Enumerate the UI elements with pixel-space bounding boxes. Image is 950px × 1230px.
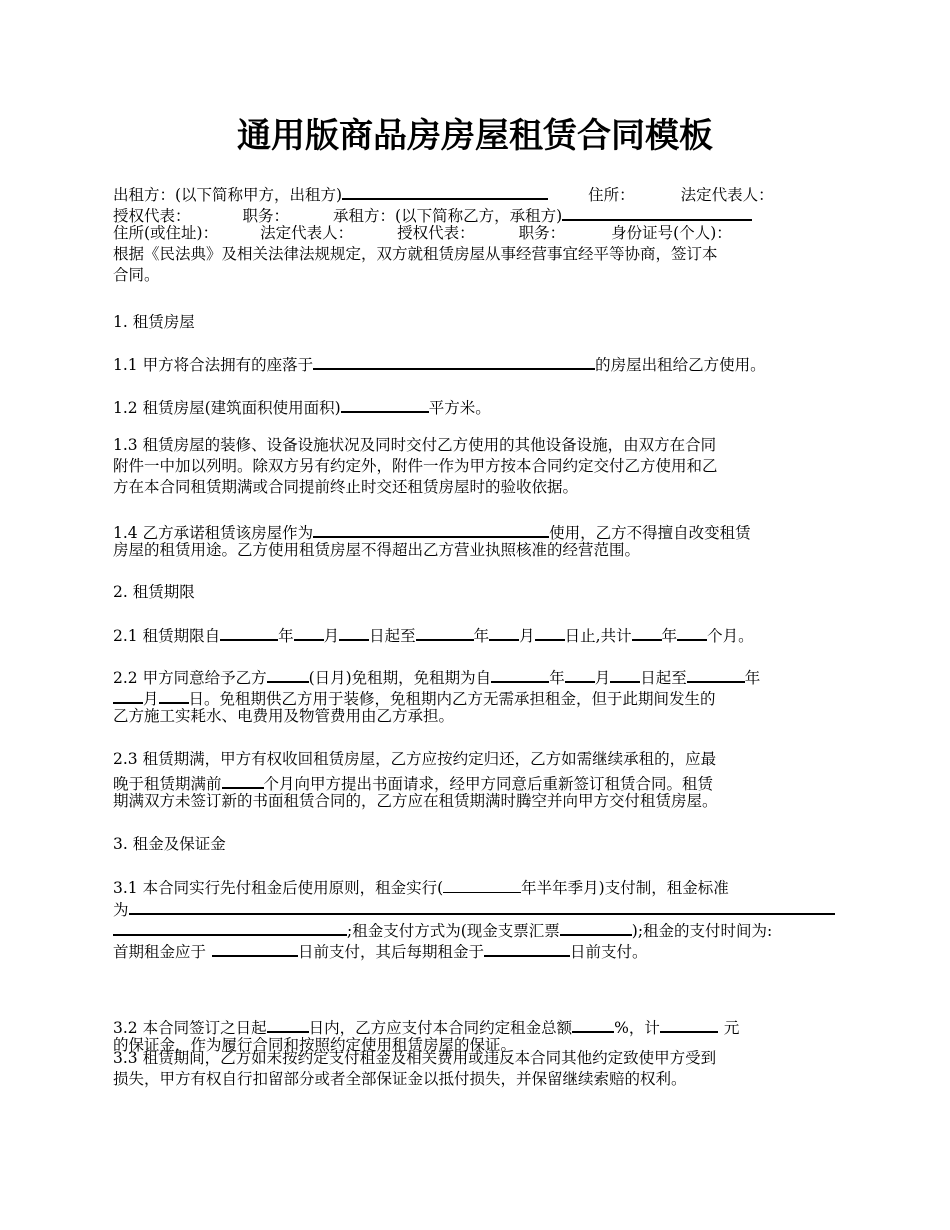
- clause-3-2-mid: 日内，乙方应支付本合同约定租金总额: [308, 1019, 573, 1037]
- clause-3-1-line-4: [113, 938, 841, 959]
- preamble-line-2: 合同。: [113, 266, 160, 284]
- clause-3-2-text: 3.2 本合同签订之日起: [113, 1019, 267, 1037]
- clause-1-4: [113, 519, 841, 561]
- clause-1-3-line-2: 附件一中加以列明。除双方另有约定外，附件一作为甲方按本合同约定交付乙方使用和乙: [113, 457, 718, 475]
- clause-3-3-line-1: 3.3 租赁期间，乙方如未按约定支付租金及相关费用或违反本合同其他约定致使甲方受到: [113, 1049, 717, 1067]
- document-title: 通用版商品房房屋租赁合同模板: [237, 116, 713, 156]
- clause-3-2-line-2: 的保证金，作为履行合同和按照约定使用租赁房屋的保证。: [113, 1036, 517, 1054]
- free-start-year-blank[interactable]: [491, 664, 549, 683]
- clause-3-2-line-1: [113, 1014, 841, 1035]
- subsequent-rent-date-blank[interactable]: [484, 938, 570, 957]
- percent-label: %，计: [614, 1019, 660, 1037]
- first-rent-label: 首期租金应于: [113, 943, 207, 961]
- lessor-title-label: 职务：: [242, 207, 290, 225]
- notice-months-blank[interactable]: [222, 770, 264, 789]
- clause-1-2-tail: 平方米。: [428, 399, 491, 417]
- lessor-label: 出租方：(以下简称甲方，出租方): [113, 186, 343, 204]
- clause-2-3-text: 晚于租赁期满前: [113, 775, 222, 793]
- clause-3-1-line-1: [113, 875, 841, 896]
- clause-2-2-line-1: [113, 664, 841, 685]
- start-month-blank[interactable]: [294, 622, 324, 641]
- rent-standard-prefix: 为: [113, 901, 129, 919]
- clause-2-2-tail: 日。免租期供乙方用于装修，免租期内乙方无需承担租金，但于此期间发生的: [188, 690, 716, 708]
- first-rent-date-blank[interactable]: [212, 938, 298, 957]
- clause-2-2-text: 2.2 甲方同意给予乙方: [113, 669, 267, 687]
- clause-1-2: [113, 394, 841, 415]
- year-label: 年: [278, 627, 294, 645]
- total-years-blank[interactable]: [632, 622, 662, 641]
- month-label: 月: [519, 627, 535, 645]
- day-end-label: 日止,共计: [564, 627, 632, 645]
- start-day-blank[interactable]: [339, 622, 369, 641]
- lessor-blank[interactable]: [342, 181, 548, 200]
- end-month-blank[interactable]: [489, 622, 519, 641]
- clause-1-4-text: 1.4 乙方承诺租赁该房屋作为: [113, 524, 314, 542]
- section-1-heading: 1. 租赁房屋: [113, 313, 195, 331]
- clause-3-1-line-2: [113, 896, 841, 917]
- clause-3-1: [113, 875, 841, 959]
- months-label: 个月。: [707, 627, 754, 645]
- clause-1-2-text: 1.2 租赁房屋(建筑面积使用面积): [113, 399, 341, 417]
- deposit-days-blank[interactable]: [267, 1014, 309, 1033]
- month-label: 月: [323, 627, 340, 645]
- month-label: 月: [143, 690, 159, 708]
- end-day-blank[interactable]: [535, 622, 565, 641]
- clause-3-1-line-3: [113, 917, 841, 938]
- lessor-address-label: 住所：: [588, 186, 635, 204]
- year-label: 年: [549, 669, 565, 687]
- year-label: 年: [661, 627, 678, 645]
- usage-blank[interactable]: [313, 519, 549, 538]
- deposit-percent-blank[interactable]: [572, 1014, 614, 1033]
- clause-1-1-text: 1.1 甲方将合法拥有的座落于: [113, 356, 314, 374]
- clause-2-1-text: 2.1 租赁期限自: [113, 627, 221, 645]
- lessee-address-label: 住所(或住址)：: [113, 224, 219, 242]
- lessee-blank[interactable]: [562, 202, 752, 221]
- payment-method-blank[interactable]: [560, 917, 632, 936]
- day-to-label: 日起至: [640, 669, 687, 687]
- clause-3-3-text: [113, 1048, 841, 1090]
- lessor-auth-rep-label: 授权代表：: [113, 207, 191, 225]
- property-location-blank[interactable]: [313, 351, 595, 370]
- payment-cycle-blank[interactable]: [443, 875, 521, 893]
- free-end-month-blank[interactable]: [113, 685, 143, 704]
- subsequent-rent-label: 日前支付，其后每期租金于: [298, 943, 485, 961]
- end-year-blank[interactable]: [416, 622, 474, 641]
- month-label: 月: [594, 669, 611, 687]
- deposit-amount-blank[interactable]: [660, 1014, 718, 1033]
- clause-2-1: [113, 622, 841, 643]
- clause-1-1-tail: 的房屋出租给乙方使用。: [595, 356, 766, 374]
- lessee-title-label: 职务：: [518, 224, 566, 242]
- parties-block: [113, 181, 841, 286]
- section-3-heading: 3. 租金及保证金: [113, 835, 226, 853]
- lessee-auth-rep-label: 授权代表：: [397, 224, 475, 242]
- free-end-day-blank[interactable]: [159, 685, 189, 704]
- clause-2-2-mid: (日月)免租期，免租期为自: [308, 669, 492, 687]
- year-label: 年: [473, 627, 490, 645]
- clause-2-3: [113, 749, 841, 812]
- lessee-info-line: [113, 223, 841, 244]
- clause-2-3-tail: 个月向甲方提出书面请求，经甲方同意后重新签订租赁合同。租赁: [263, 775, 714, 793]
- free-start-day-blank[interactable]: [610, 664, 640, 683]
- clause-1-4-line-2: 房屋的租赁用途。乙方使用租赁房屋不得超出乙方营业执照核准的经营范围。: [113, 541, 641, 559]
- clause-2-3-line-1: 2.3 租赁期满，甲方有权收回租赁房屋，乙方应按约定归还，乙方如需继续承租的，应最: [113, 750, 717, 768]
- rent-standard-blank[interactable]: [129, 896, 835, 915]
- lessor-line: [113, 181, 841, 202]
- preamble-line-1: 根据《民法典》及相关法律法规规定，双方就租赁房屋从事经营事宜经平等协商，签订本: [113, 245, 718, 263]
- clause-1-4-line-1: [113, 519, 841, 540]
- free-start-month-blank[interactable]: [565, 664, 595, 683]
- clause-2-2-line-3: 乙方施工实耗水、电费用及物管费用由乙方承担。: [113, 707, 455, 725]
- lessee-legal-rep-label: 法定代表人：: [260, 224, 354, 242]
- lessee-id-label: 身份证号(个人)：: [611, 224, 732, 242]
- clause-2-3-line-2: [113, 770, 841, 791]
- clause-3-3-line-2: 损失，甲方有权自行扣留部分或者全部保证金以抵付损失，并保留继续索赔的权利。: [113, 1070, 687, 1088]
- clause-3-1-text: 3.1 本合同实行先付租金后使用原则，租金实行(: [113, 879, 444, 897]
- clause-1-3-line-1: 1.3 租赁房屋的装修、设备设施状况及同时交付乙方使用的其他设备设施，由双方在合同: [113, 436, 717, 454]
- payment-method-label: ;租金支付方式为(现金支票汇票: [347, 922, 560, 940]
- lessee-label: 承租方：(以下简称乙方，承租方): [333, 207, 563, 225]
- clause-3-1-mid: 年半年季月)支付制，租金标准: [521, 879, 729, 897]
- clause-2-3-line-3: 期满双方未签订新的书面租赁合同的，乙方应在租赁期满时腾空并向甲方交付租赁房屋。: [113, 792, 718, 810]
- section-2-heading: 2. 租赁期限: [113, 583, 195, 601]
- clause-3-1-tail: 日前支付。: [570, 943, 648, 961]
- lessor-auth-line: [113, 202, 841, 223]
- year-label: 年: [744, 669, 761, 687]
- clause-1-3: [113, 435, 841, 498]
- clause-2-2-line-2: [113, 685, 841, 706]
- area-blank[interactable]: [341, 394, 429, 413]
- total-months-blank[interactable]: [677, 622, 707, 641]
- lessor-legal-rep-label: 法定代表人：: [680, 186, 774, 204]
- clause-1-4-tail: 使用，乙方不得擅自改变租赁: [549, 524, 751, 542]
- clause-1-3-line-3: 方在本合同租赁期满或合同提前终止时交还租赁房屋时的验收依据。: [113, 478, 579, 496]
- day-to-label: 日起至: [369, 627, 416, 645]
- rent-standard-blank-cont[interactable]: [113, 917, 347, 936]
- yuan-label: 元: [723, 1019, 740, 1037]
- rent-free-period-blank[interactable]: [267, 664, 309, 683]
- start-year-blank[interactable]: [220, 622, 278, 641]
- payment-time-label: );租金的支付时间为:: [631, 922, 773, 940]
- free-end-year-blank[interactable]: [687, 664, 745, 683]
- clause-1-1: [113, 351, 841, 372]
- clause-2-2: [113, 664, 841, 727]
